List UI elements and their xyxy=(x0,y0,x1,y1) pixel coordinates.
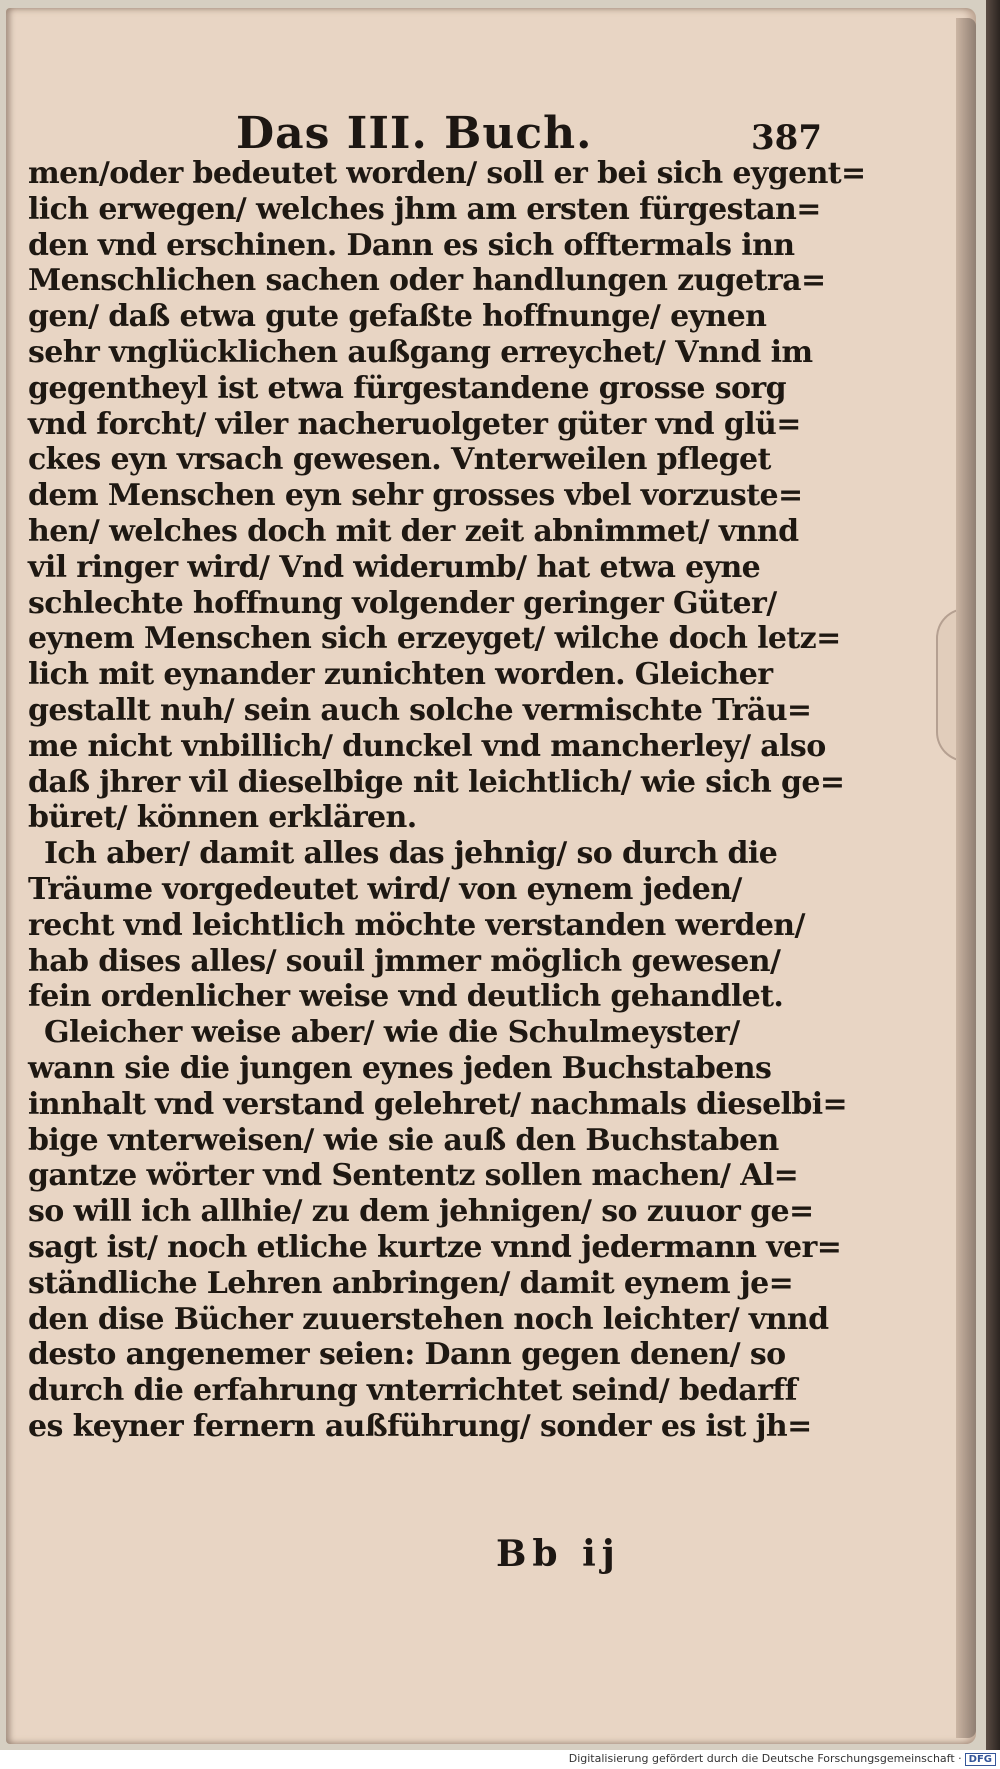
text-line: sehr vnglücklichen außgang erreychet/ Vnnd im xyxy=(28,334,813,370)
book-page xyxy=(6,8,976,1744)
text-line: me nicht vnbillich/ dunckel vnd mancherley/ also xyxy=(28,728,826,764)
page-number: 387 xyxy=(751,118,822,158)
text-line: wann sie die jungen eynes jeden Buchstabens xyxy=(28,1050,772,1086)
text-line: ständliche Lehren anbringen/ damit eynem je= xyxy=(28,1265,794,1301)
body-text xyxy=(28,156,866,1445)
text-line: es keyner fernern außführung/ sonder es ist jh= xyxy=(28,1408,812,1444)
page-edge xyxy=(956,18,976,1738)
text-line: daß jhrer vil dieselbige nit leichtlich/ wie sich ge= xyxy=(28,764,845,800)
signature-mark: Bb ij xyxy=(496,1533,621,1575)
text-line: fein ordenlicher weise vnd deutlich gehandlet. xyxy=(28,979,784,1015)
text-line: recht vnd leichtlich möchte verstanden werden/ xyxy=(28,907,805,943)
text-line: vnd forcht/ viler nacheruolgeter güter vnd glü= xyxy=(28,406,801,442)
text-line: Menschlichen sachen oder handlungen zugetra= xyxy=(28,263,826,299)
dfg-logo-icon: DFG xyxy=(965,1753,996,1766)
text-line: desto angenemer seien: Dann gegen denen/ so xyxy=(28,1337,786,1373)
text-line: hen/ welches doch mit der zeit abnimmet/ vnnd xyxy=(28,513,799,549)
paragraph-start-line: Gleicher weise aber/ wie die Schulmeyster/ xyxy=(44,1015,740,1051)
text-line: innhalt vnd verstand gelehret/ nachmals dieselbi= xyxy=(28,1086,848,1122)
text-line: eynem Menschen sich erzeyget/ wilche doch letz= xyxy=(28,621,841,657)
text-line: lich mit eynander zunichten worden. Gleicher xyxy=(28,657,773,693)
text-line: so will ich allhie/ zu dem jehnigen/ so zuuor ge= xyxy=(28,1194,814,1230)
text-line: ckes eyn vrsach gewesen. Vnterweilen pfleget xyxy=(28,442,771,478)
text-line: bige vnterweisen/ wie sie auß den Buchstaben xyxy=(28,1122,779,1158)
text-line: gestallt nuh/ sein auch solche vermischte Träu= xyxy=(28,692,812,728)
text-line: durch die erfahrung vnterrichtet seind/ bedarff xyxy=(28,1373,797,1409)
text-line: hab dises alles/ souil jmmer möglich gewesen/ xyxy=(28,943,781,979)
text-line: gegentheyl ist etwa fürgestandene grosse sorg xyxy=(28,370,786,406)
text-line: büret/ können erklären. xyxy=(28,800,417,836)
credit-text: Digitalisierung gefördert durch die Deutsche Forschungsgemeinschaft · xyxy=(568,1752,962,1765)
binding-shadow xyxy=(986,0,1000,1750)
text-line: lich erwegen/ welches jhm am ersten fürgestan= xyxy=(28,191,821,227)
text-line: dem Menschen eyn sehr grosses vbel vorzuste= xyxy=(28,478,803,514)
text-line: gen/ daß etwa gute gefaßte hoffnunge/ eynen xyxy=(28,299,767,335)
text-line: men/oder bedeutet worden/ soll er bei sich eygent= xyxy=(28,156,866,191)
text-line: den dise Bücher zuuerstehen noch leichter/ vnnd xyxy=(28,1301,829,1337)
text-line: den vnd erschinen. Dann es sich offtermals inn xyxy=(28,227,795,263)
digitization-credit xyxy=(569,1752,996,1766)
paragraph-start-line: Ich aber/ damit alles das jehnig/ so durch die xyxy=(44,836,778,872)
text-line: sagt ist/ noch etliche kurtze vnnd jedermann ver= xyxy=(28,1229,842,1265)
text-line: schlechte hoffnung volgender geringer Güter/ xyxy=(28,585,777,621)
running-head: Das III. Buch. xyxy=(236,108,593,159)
text-line: gantze wörter vnd Sententz sollen machen/ Al= xyxy=(28,1158,799,1194)
text-line: Träume vorgedeutet wird/ von eynem jeden/ xyxy=(28,871,742,907)
text-line: vil ringer wird/ Vnd widerumb/ hat etwa eyne xyxy=(28,549,761,585)
